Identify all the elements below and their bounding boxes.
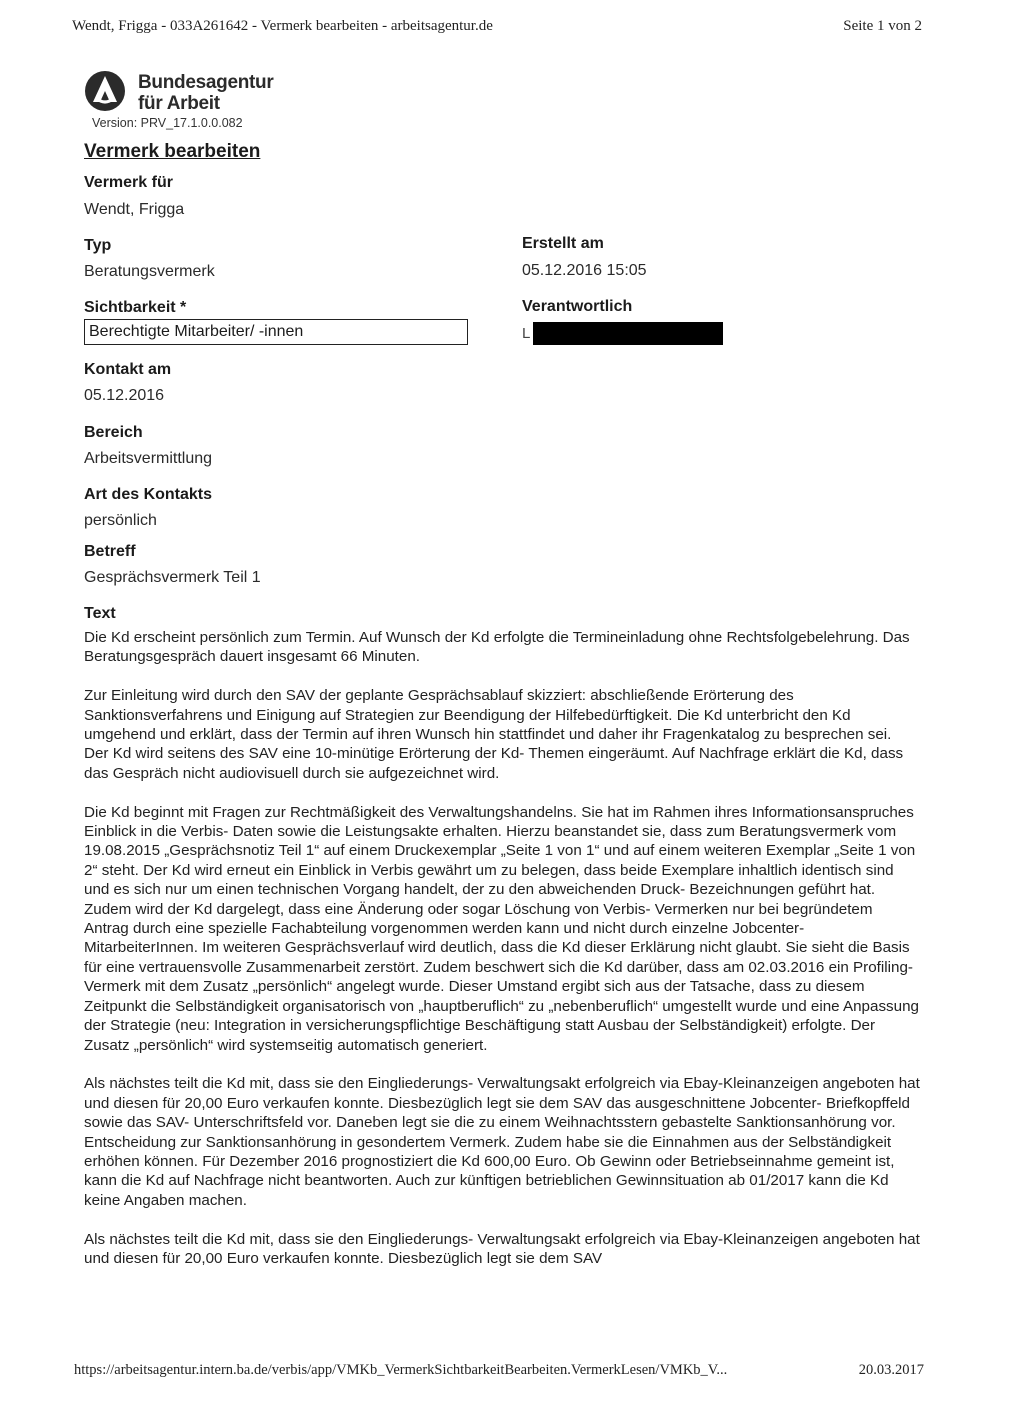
page-title: Vermerk bearbeiten <box>84 141 261 162</box>
text-label: Text <box>84 605 116 622</box>
print-header <box>72 18 922 40</box>
logo-line1: Bundesagentur <box>138 72 274 93</box>
redaction-bar <box>533 322 723 345</box>
sichtbarkeit-label: Sichtbarkeit * <box>84 299 187 316</box>
text-paragraph: Die Kd erscheint persönlich zum Termin. Auf Wunsch der Kd erfolgte die Termineinladung ohne Rechtsfolgebelehrung. Das Beratungsgespräch dauert insgesamt 66 Minuten. <box>84 629 910 666</box>
kontakt-am-label: Kontakt am <box>84 361 172 378</box>
vermerk-fuer-value: Wendt, Frigga <box>84 201 185 218</box>
erstellt-am-label: Erstellt am <box>522 235 604 252</box>
text-paragraph: Die Kd beginnt mit Fragen zur Rechtmäßigkeit des Verwaltungshandelns. Sie hat im Rahmen ihres Informationsanspruches Einblick in die Verbis- Daten sowie die Leistungsakte erhalten. Hierzu beanstandet sie, dass zum Beratungsvermerk vom 19.08.2015 „Gesprächsnotiz Teil 1“ auf einem Druckexemplar „Seite 1 von 1“ und auf einem weiteren Exemplar „Seite 1 von 2“ steht. Der Kd wird erneut ein Einblick in Verbis gewährt um zu belegen, dass beide Exemplare inhaltlich identisch sind und es sich nur um einen technischen Vorgang handelt, der zu den abweichenden Druck- Bezeichnungen geführt hat. Zudem wird der Kd dargelegt, dass eine Änderung oder sogar Löschung von Verbis- Vermerken nur bei begründetem Antrag durch eine spezielle Fachabteilung vorgenommen werden kann und nicht durch einzelne Jobcenter- MitarbeiterInnen. Im weiteren Gesprächsverlauf wird deutlich, dass die Kd dieser Erklärung nicht glaubt. Sie sieht die Basis für eine vertrauensvolle Zusammenarbeit zerstört. Zudem beschwert sich die Kd darüber, dass am 02.03.2016 ein Profiling- Vermerk mit dem Zusatz „persönlich“ angelegt wurde. Dieser Umstand ergibt sich aus der Tatsache, dass zu diesem Zeitpunkt die Selbständigkeit organisatorisch von „hauptberuflich“ zu „nebenberuflich“ umgestellt wurde und eine Anpassung der Strategie (neu: Integration in versicherungspflichtige Beschäftigung statt Ausbau der Selbständigkeit) erfolgte. Der Zusatz „persönlich“ wird systemseitig automatisch generiert. <box>84 803 919 1054</box>
version-label: Version: PRV_17.1.0.0.082 <box>92 116 243 130</box>
sichtbarkeit-select[interactable]: Berechtigte Mitarbeiter/ -innen <box>84 319 468 345</box>
logo-line2: für Arbeit <box>138 93 220 114</box>
print-header-title: Wendt, Frigga - 033A261642 - Vermerk bearbeiten - arbeitsagentur.de <box>72 18 493 34</box>
print-header-page: Seite 1 von 2 <box>843 18 922 34</box>
text-paragraph: Zur Einleitung wird durch den SAV der geplante Gesprächsablauf skizziert: abschließende Erörterung des Sanktionsverfahrens und Einigung auf Strategien zur Beendigung der Hilfebedürftigkeit. Die Kd unterbricht den Kd umgehend und erklärt, dass der Termin auf ihren Wunsch hin stattfindet und daher ihr Fragenkatalog zu besprechen sei. Der Kd wird seitens des SAV eine 10-minütige Erörterung der Kd- Themen eingeräumt. Auf Nachfrage erklärt die Kd, dass das Gespräch nicht audiovisuell durch sie aufgezeichnet wird. <box>84 687 904 782</box>
betreff-label: Betreff <box>84 543 136 560</box>
text-paragraph: Als nächstes teilt die Kd mit, dass sie den Eingliederungs- Verwaltungsakt erfolgreich via Ebay-Kleinanzeigen angeboten hat und diesen für 20,00 Euro verkaufen konnte. Diesbezüglich legt sie dem SAV das ausgeschnittene Jobcenter- Briefkopffeld sowie das SAV- Unterschriftsfeld vor. Daneben legt sie die zu einem Weihnachtsstern gebastelte Sanktionsanhörung vor. Entscheidung zur Sanktionsanhörung in gesondertem Vermerk. Zudem habe sie die Einnahmen aus der Selbständigkeit erhöhen können. Für Dezember 2016 prognostiziert die Kd 600,00 Euro. Ob Gewinn oder Betriebseinnahme gemeint ist, kann die Kd auf Nachfrage nicht beantworten. Auch zur künftigen betrieblichen Gewinnsituation ab 01/2017 kann die Kd keine Angaben machen. <box>84 1075 920 1209</box>
erstellt-am-value: 05.12.2016 15:05 <box>522 262 647 279</box>
vermerk-text <box>84 628 920 1288</box>
art-des-kontakts-value: persönlich <box>84 512 157 529</box>
bereich-value: Arbeitsvermittlung <box>84 450 213 467</box>
verantwortlich-label: Verantwortlich <box>522 298 633 315</box>
agency-logo-icon <box>84 70 126 112</box>
bereich-label: Bereich <box>84 424 143 441</box>
vermerk-fuer-label: Vermerk für <box>84 174 173 191</box>
betreff-value: Gesprächsvermerk Teil 1 <box>84 569 261 586</box>
typ-value: Beratungsvermerk <box>84 263 215 280</box>
print-footer-url: https://arbeitsagentur.intern.ba.de/verbis/app/VMKb_VermerkSichtbarkeitBearbeiten.VermerkLesen/VMKb_V... <box>74 1362 728 1378</box>
agency-logo-text <box>138 72 273 114</box>
agency-logo <box>84 70 304 116</box>
print-footer <box>74 1362 924 1382</box>
verantwortlich-value: L <box>522 325 531 342</box>
typ-label: Typ <box>84 237 112 254</box>
kontakt-am-value: 05.12.2016 <box>84 387 165 404</box>
text-paragraph: Als nächstes teilt die Kd mit, dass sie den Eingliederungs- Verwaltungsakt erfolgreich via Ebay-Kleinanzeigen angeboten hat und diesen für 20,00 Euro verkaufen konnte. Diesbezüglich legt sie dem SAV <box>84 1230 920 1267</box>
print-footer-date: 20.03.2017 <box>858 1362 924 1378</box>
art-des-kontakts-label: Art des Kontakts <box>84 486 213 503</box>
